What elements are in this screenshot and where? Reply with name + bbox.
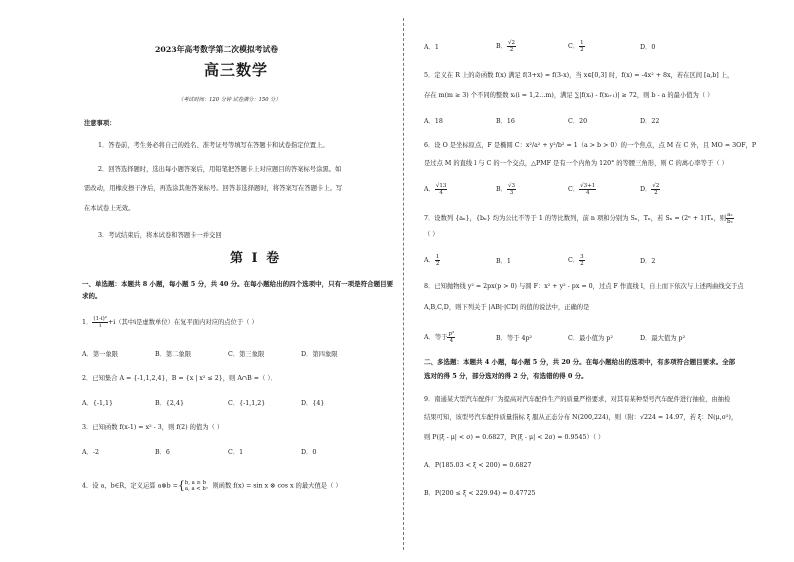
q8-option-a-num: p² — [448, 331, 455, 337]
q3-option-a: A．-2 — [82, 449, 99, 456]
q4-option-b-den: 2 — [509, 47, 514, 53]
q4-option-a: A．1 — [424, 44, 439, 51]
notice-line-4: 在本试卷上无效。 — [84, 205, 135, 212]
q7-option-a-frac — [435, 254, 441, 267]
q6-option-a-den: 4 — [439, 190, 443, 196]
q6-option-a — [424, 183, 447, 196]
exam-meta: （考试时间：120 分钟 试卷满分：150 分） — [178, 97, 281, 103]
q4-option-b — [496, 40, 516, 53]
q4-option-b-frac — [507, 40, 516, 53]
q8-option-a — [424, 331, 455, 344]
question-7-frac-num: a₂ — [727, 212, 733, 218]
q7-option-c-label: C． — [568, 257, 580, 264]
exam-title: 高三数学 — [204, 61, 269, 79]
question-1-fraction — [92, 316, 108, 329]
part2-heading-line1: 二、多选题：本题共 4 小题，每小题 5 分，共 20 分。在每小题给出的选项中，有多项符合题目要求。全部 — [424, 358, 736, 366]
q6-option-c — [568, 183, 596, 196]
q8-option-a-label: A．等于 — [424, 334, 448, 341]
part1-heading-line1: 一、单选题：本题共 8 小题，每小题 5 分，共 40 分。在每小题给出的四个选项中，只有一项是符合题目要 — [82, 280, 394, 288]
q7-option-b: B．1 — [496, 258, 511, 265]
q4-option-c-den: 2 — [580, 47, 584, 53]
q8-option-a-den: 4 — [449, 338, 454, 344]
question-1 — [82, 316, 258, 329]
q6-option-b-label: B． — [496, 186, 507, 193]
q5-option-d: D．22 — [640, 118, 660, 125]
notice-line-5: 3．考试结束后，将本试卷和答题卡一并交回 — [98, 232, 222, 239]
question-6-line-2: 是过点 M 的直线 l 与 C 的一个交点，△PMF 是有一个内角为 120° 的等腰三角形，则 C 的离心率等于（ ） — [424, 160, 728, 167]
q4-option-c — [568, 40, 585, 53]
question-9-line-2: 结果可知，该型号汽车配件质量指标 ξ 服从正态分布 N(200,224)，则（附：√224 ≈ 14.97，若 ξ：N(μ,σ²)， — [424, 414, 738, 421]
q6-option-d-frac — [651, 183, 660, 196]
question-2: 2．已知集合 A = {-1,1,2,4}，B = {x | x² ≤ 2}，则 A∩B =（ ）． — [82, 375, 277, 382]
notice-line-1: 1．答卷前，考生务必将自己的姓名、准考证号等填写在答题卡和试卷指定位置上。 — [98, 142, 329, 149]
notice-title: 注意事项： — [84, 120, 116, 127]
question-7-line-1 — [424, 212, 734, 225]
question-7-text: 7．设数列 {aₙ}，{bₙ} 均为公比不等于 1 的等比数列，前 n 项和分别为 Sₙ，Tₙ，若 Sₙ = (2ⁿ + 1)Tₙ，则 — [424, 215, 727, 222]
question-9-line-3: 则 P(|ξ - μ| < σ) = 0.6827，P(|ξ - μ| < 2σ) = 0.9545）（ ） — [424, 434, 605, 441]
q7-option-a-den: 2 — [435, 261, 440, 267]
q8-option-a-frac — [447, 331, 455, 344]
q4-option-c-num: 1 — [580, 40, 584, 46]
question-7-line-2: （ ） — [424, 231, 439, 238]
column-divider — [403, 18, 404, 550]
q4-option-c-label: C． — [568, 43, 580, 50]
q9-option-a: A．P(185.03 < ξ < 200) = 0.6827 — [424, 462, 532, 469]
q4-option-b-num: √2 — [507, 40, 515, 46]
notice-line-3: 需改动，用橡皮擦干净后，再选涂其他答案标号。回答非选择题时，将答案写在答题卡上。写 — [84, 185, 343, 192]
q1-option-d: D．第四象限 — [301, 351, 338, 358]
q9-option-b: B．P(200 ≤ ξ < 229.94) = 0.47725 — [424, 490, 536, 497]
q6-option-d-num: √2 — [652, 183, 660, 189]
q6-option-d-den: 2 — [654, 190, 658, 196]
q6-option-d-label: D． — [640, 186, 652, 193]
q7-option-a-label: A． — [424, 257, 435, 264]
q3-option-d: D．0 — [301, 449, 317, 456]
q3-option-c: C．1 — [228, 449, 244, 456]
q4-option-d: D．0 — [640, 44, 656, 51]
question-8-line-1: 8．已知抛物线 y² = 2px(p > 0) 与圆 F：x² + y² - px = 0，过点 F 作直线 l，自上而下依次与上述两曲线交于点 — [424, 283, 744, 290]
question-3: 3．已知函数 f(x-1) = x² - 3，则 f(2) 的值为（ ） — [82, 424, 224, 431]
question-4-text-b: ，则函数 f(x) = sin x ⊗ cos x 的最大值是（ ） — [206, 482, 342, 490]
q2-option-c: C．{-1,1,2} — [228, 400, 266, 407]
exam-header: 2023年高考数学第二次模拟考试卷 — [155, 45, 279, 54]
q1-option-c: C．第三象限 — [228, 351, 265, 358]
question-4 — [82, 480, 342, 492]
q2-option-a: A．{-1,1} — [82, 400, 113, 407]
q6-option-b — [496, 183, 516, 196]
q6-option-c-num: √3+1 — [580, 183, 596, 189]
section-title: 第 I 卷 — [230, 251, 282, 266]
question-8-line-2: A,B,C,D，则下列关于 |AB|·|CD| 的值的说法中，正确的是 — [424, 304, 590, 311]
q6-option-b-num: √3 — [507, 183, 515, 189]
q5-option-c: C．20 — [568, 118, 588, 125]
question-4-case-2: a, a < b — [184, 486, 206, 492]
question-5-line-1: 5．定义在 R 上的奇函数 f(x) 满足 f(3+x) = f(3-x)，当 x∈[0,3] 时，f(x) = -4x² + 8x，若在区间 [a,b] 上， — [424, 72, 734, 79]
q7-option-c-num: 3 — [580, 254, 584, 260]
question-4-brace: { — [177, 479, 185, 492]
question-4-cases — [185, 480, 206, 492]
part1-heading-line2: 求的。 — [82, 292, 102, 300]
notice-line-2: 2．回答选择题时，选出每小题答案后，用铅笔把答题卡上对应题目的答案标号涂黑。如 — [98, 166, 342, 173]
q6-option-c-frac — [579, 183, 596, 196]
q3-option-b: B．6 — [155, 449, 170, 456]
q2-option-d: D．{4} — [301, 400, 325, 407]
q6-option-c-den: 4 — [585, 190, 590, 196]
q1-option-b: B．第二象限 — [155, 351, 192, 358]
q6-option-c-label: C． — [568, 186, 580, 193]
q8-option-d: D．最大值为 p² — [640, 335, 686, 342]
question-5-line-2: 存在 m(m ≥ 3) 个不同的整数 xᵢ(i = 1,2…m)，满足 ∑|f(xᵢ) - f(xᵢ₊₁)| ≥ 72，则 b - a 的最小值为（ ） — [424, 92, 714, 99]
q7-option-a — [424, 254, 440, 267]
question-7-frac-den: b₂ — [726, 219, 733, 225]
question-4-text-a: 4．设 a，b∈R，定义运算 a⊗b = — [82, 482, 178, 490]
question-1-number: 1． — [82, 319, 93, 326]
q6-option-a-frac — [435, 183, 448, 196]
q6-option-d — [640, 183, 660, 196]
question-1-frac-den: i — [99, 323, 101, 329]
question-9-line-1: 9．南通某大型汽车配件厂为提高对汽车配件生产的质量严格要求，对其有某种型号汽车配件进行抽检，由抽检 — [424, 396, 731, 403]
question-4-case-1: b, a ≥ b — [184, 480, 207, 486]
q2-option-b: B．{2,4} — [155, 400, 184, 407]
q7-option-a-num: 1 — [435, 254, 440, 260]
question-1-text: +i（其中i是虚数单位）在复平面内对应的点位于（ ） — [107, 319, 258, 326]
q6-option-b-den: 3 — [509, 190, 514, 196]
q4-option-c-frac — [579, 40, 585, 53]
q7-option-c-frac — [579, 254, 585, 267]
q8-option-b: B．等于 4p² — [496, 335, 533, 342]
q5-option-b: B．16 — [496, 118, 515, 125]
q6-option-a-num: √13 — [435, 183, 447, 189]
q6-option-b-frac — [507, 183, 516, 196]
question-6-line-1: 6．设 O 是坐标原点，F 是椭圆 C：x²/a² + y²/b² = 1（a > b > 0）的一个焦点，点 M 在 C 外，且 MO = 3OF，P — [424, 142, 757, 149]
q5-option-a: A．18 — [424, 118, 443, 125]
part2-heading-line2: 选对的得 5 分，部分选对的得 2 分，有选错的得 0 分。 — [424, 372, 588, 380]
question-7-frac — [726, 212, 733, 225]
q7-option-c-den: 2 — [580, 261, 584, 267]
q1-option-a: A．第一象限 — [82, 351, 119, 358]
q7-option-c — [568, 254, 585, 267]
q7-option-d: D．2 — [640, 258, 656, 265]
question-1-frac-num: (1-i)² — [93, 316, 107, 322]
q8-option-c: C．最小值为 p² — [568, 335, 613, 342]
q4-option-b-label: B． — [496, 43, 507, 50]
q6-option-a-label: A． — [424, 186, 435, 193]
